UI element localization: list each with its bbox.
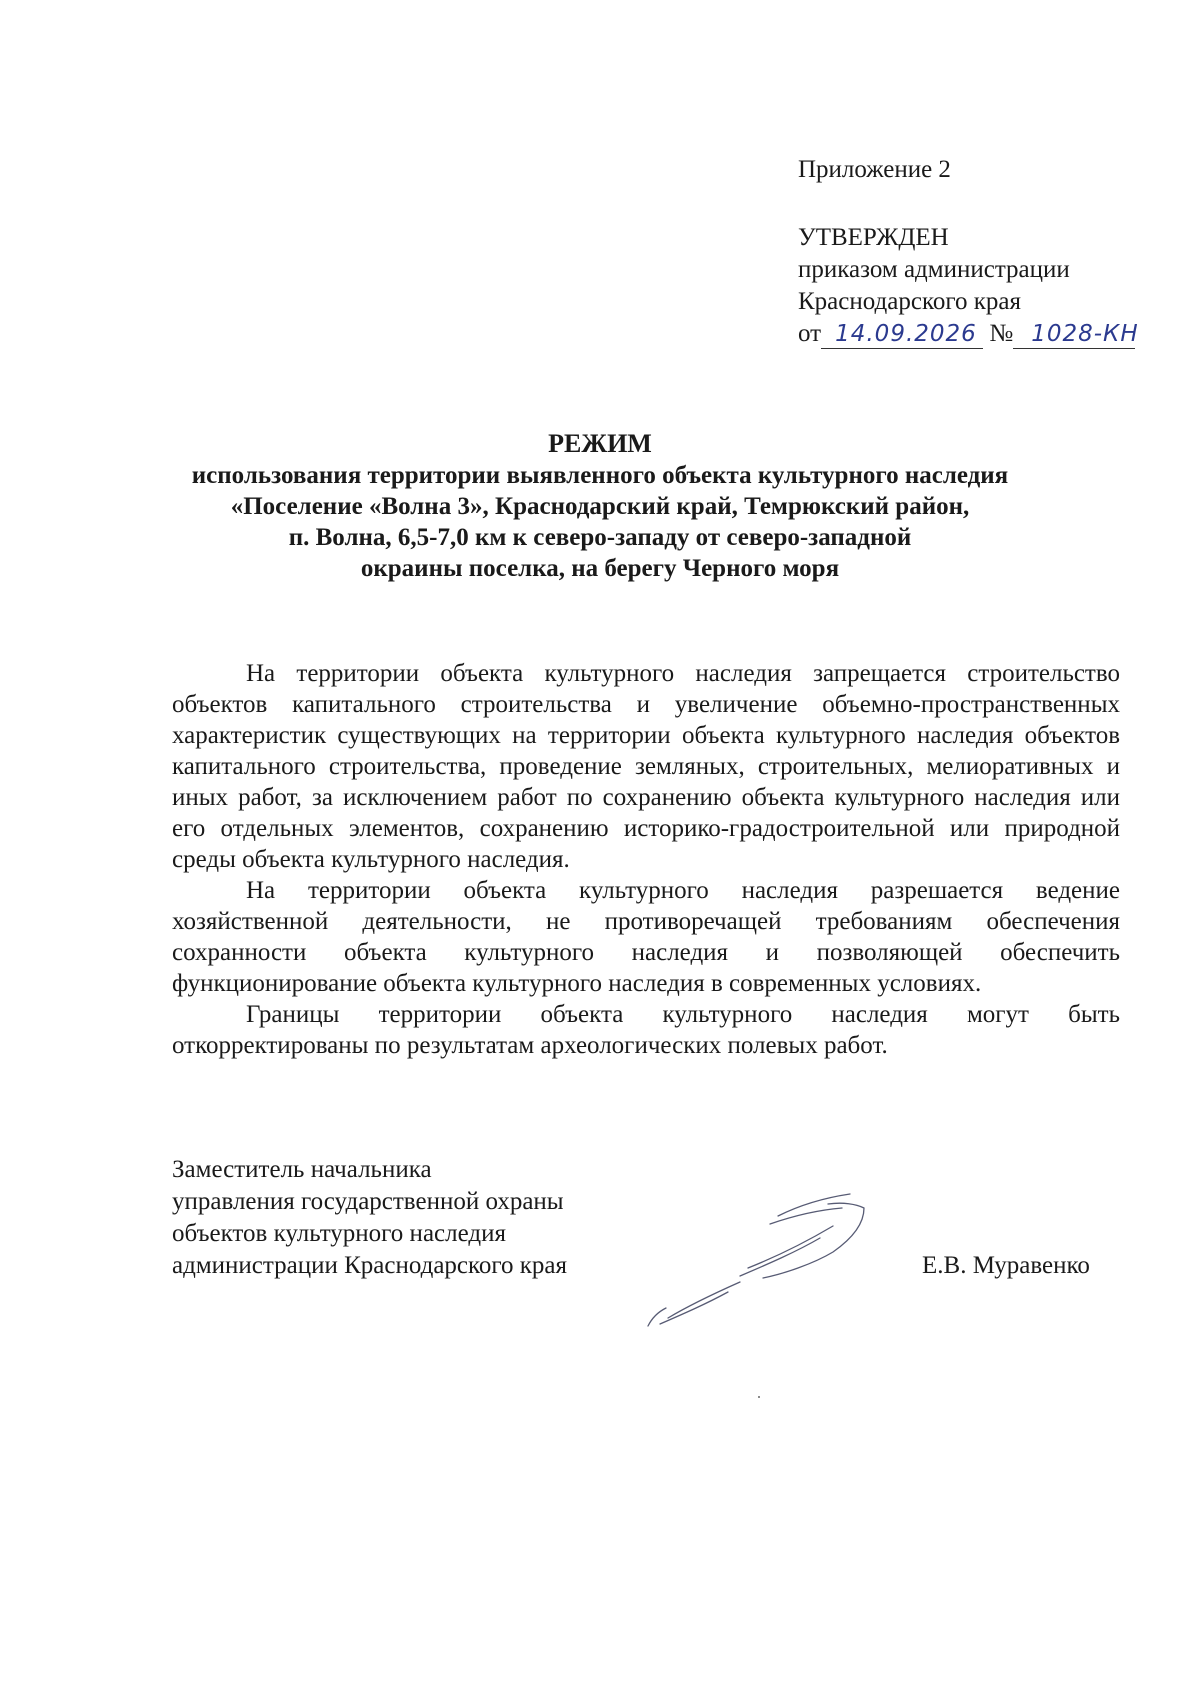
document-body [172,658,1120,1061]
document-title [130,428,1070,584]
approval-block [798,154,1178,350]
title-line-4: окраины поселка, на берегу Черного моря [360,555,840,582]
paragraph-prohibitions: На территории объекта культурного наследия запрещается строительство объектов капитального строительства и увеличение объемно-пространственных характеристик существующих на территории объекта культурного наследия объектов капитального строительства, проведение земляных, строительных, мелиоративных и иных работ, за исключением работ по сохранению объекта культурного наследия или его отдельных элементов, сохранению историко-градостроительной или природной среды объекта культурного наследия. [172,660,1120,873]
approved-label: УТВЕРЖДЕН [798,224,949,251]
title-line-2: «Поселение «Волна 3», Краснодарский край, Темрюкский район, [230,493,970,520]
approval-line-1: приказом администрации [798,256,1070,283]
scan-speck [758,1396,760,1398]
appendix-label: Приложение 2 [798,156,951,183]
order-date-handwritten: 14.09.2026 [821,320,983,349]
signatory-line-1: Заместитель начальника [172,1156,432,1183]
paragraph-boundaries: Границы территории объекта культурного наследия могут быть откорректированы по результатам археологических полевых работ. [172,1001,1120,1059]
signatory-line-2: управления государственной охраны [172,1188,564,1215]
signatory-position [172,1154,692,1282]
number-prefix: № [989,320,1014,347]
signatory-line-4: администрации Краснодарского края [172,1252,568,1279]
signatory-line-3: объектов культурного наследия [172,1220,506,1247]
order-date-number-row [798,318,1178,350]
order-number-handwritten: 1028-КН [1013,320,1135,349]
approval-line-2: Краснодарского края [798,288,1021,315]
title-head: РЕЖИМ [548,429,652,458]
title-line-1: использования территории выявленного объекта культурного наследия [191,462,1009,489]
signatory-name: Е.В. Муравенко [922,1252,1090,1279]
handwritten-signature [628,1168,908,1328]
title-line-3: п. Волна, 6,5-7,0 км к северо-западу от северо-западной [288,524,912,551]
paragraph-permissions: На территории объекта культурного наследия разрешается ведение хозяйственной деятельности, не противоречащей требованиям обеспечения сохранности объекта культурного наследия и позволяющей обеспечить функционирование объекта культурного наследия в современных условиях. [172,877,1120,997]
date-prefix: от [798,320,822,347]
